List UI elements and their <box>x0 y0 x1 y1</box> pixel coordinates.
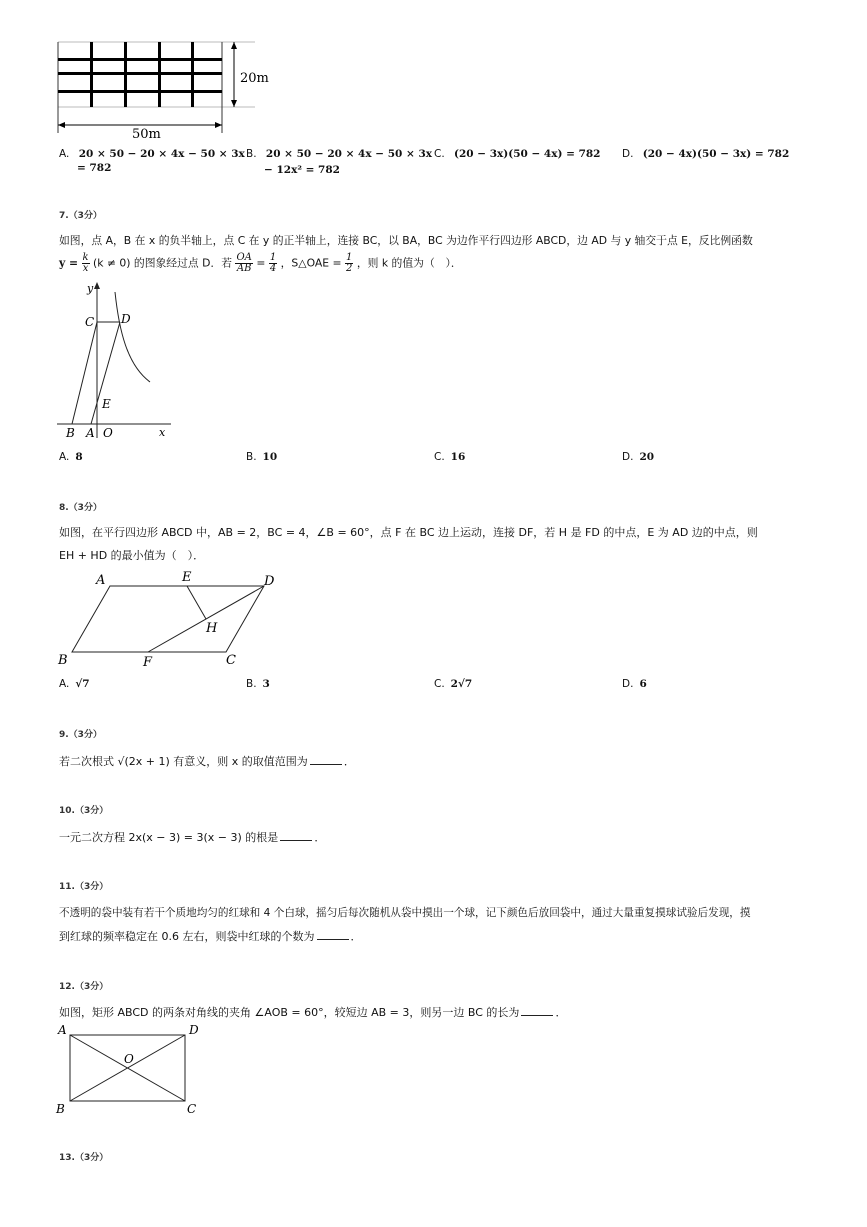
q8-option-a[interactable]: A. √7 <box>59 678 90 690</box>
q7-option-b[interactable]: B. 10 <box>246 451 278 463</box>
q12-label-d: D <box>189 1023 199 1037</box>
q6-option-a-line1: 20 × 50 − 20 × 4x − 50 × 3x <box>78 148 245 160</box>
q6-width-label: 50m <box>132 127 161 142</box>
q8-figure <box>50 568 290 673</box>
q11-text-line2: 到红球的频率稳定在 0.6 左右，则袋中红球的个数为 ． <box>59 930 362 943</box>
q6-option-a-letter: A. <box>59 148 70 160</box>
q12-answer-blank[interactable] <box>521 1005 553 1016</box>
q6-option-d-letter: D. <box>622 148 634 160</box>
q6-option-b-line2: − 12x² = 782 <box>264 164 340 176</box>
q7-option-d[interactable]: D. 20 <box>622 451 655 463</box>
q8-label-a: A <box>96 573 106 588</box>
q7-number: 7.（3分） <box>59 211 102 221</box>
q10-text: 一元二次方程 2x(x − 3) = 3(x − 3) 的根是 ． <box>59 831 326 844</box>
q10-answer-blank[interactable] <box>280 830 312 841</box>
q8-number: 8.（3分） <box>59 503 102 513</box>
q7-label-c: C <box>85 315 95 329</box>
q12-label-a: A <box>58 1023 67 1037</box>
q7-label-o: O <box>103 426 113 440</box>
q12-number: 12.（3分） <box>59 982 109 992</box>
q11-answer-blank[interactable] <box>317 929 349 940</box>
q7-label-d: D <box>121 312 131 326</box>
q9-number: 9.（3分） <box>59 730 102 740</box>
q6-option-d-line1: (20 − 4x)(50 − 3x) = 782 <box>642 148 790 160</box>
q8-text-line1: 如图，在平行四边形 ABCD 中，AB = 2，BC = 4，∠B = 60°，点 F 在 BC 边上运动，连接 DF，若 H 是 FD 的中点，E 为 AD 边的中点，则 <box>59 526 758 539</box>
q7-option-a[interactable]: A. 8 <box>59 451 83 463</box>
q9-text: 若二次根式 √(2x + 1) 有意义，则 x 的取值范围为 ． <box>59 755 355 768</box>
q6-option-b[interactable] <box>246 148 432 160</box>
q7-figure <box>55 280 175 442</box>
q7-label-x: x <box>159 426 166 439</box>
q6-option-c-line1: (20 − 3x)(50 − 4x) = 782 <box>454 148 601 160</box>
q6-option-a-line2: = 782 <box>77 162 112 174</box>
q6-option-b-line1: 20 × 50 − 20 × 4x − 50 × 3x <box>265 148 433 160</box>
q8-label-d: D <box>264 574 275 589</box>
q6-figure <box>50 38 280 143</box>
q7-label-a: A <box>86 426 95 440</box>
q8-option-c[interactable]: C. 2√7 <box>434 678 473 690</box>
q8-option-d[interactable]: D. 6 <box>622 678 647 690</box>
q11-text-line1: 不透明的袋中装有若干个质地均匀的红球和 4 个白球，摇匀后每次随机从袋中摸出一个球，记下颜色后放回袋中，通过大量重复摸球试验后发现，摸 <box>59 907 751 919</box>
q6-option-c-letter: C. <box>434 148 445 160</box>
q13-number: 13.（3分） <box>59 1153 109 1163</box>
q12-text: 如图，矩形 ABCD 的两条对角线的夹角 ∠AOB = 60°，较短边 AB = 3，则另一边 BC 的长为 ． <box>59 1006 567 1019</box>
q12-label-c: C <box>187 1102 197 1116</box>
q12-label-b: B <box>56 1102 65 1116</box>
q6-option-a[interactable] <box>59 148 245 160</box>
q7-label-e: E <box>102 397 111 411</box>
q8-label-b: B <box>58 653 68 668</box>
q8-text-line2: EH + HD 的最小值为（ ）． <box>59 549 205 562</box>
q6-option-b-letter: B. <box>246 148 257 160</box>
q7-label-y: y <box>87 282 94 295</box>
q6-height-label: 20m <box>240 71 269 86</box>
q9-answer-blank[interactable] <box>310 754 342 765</box>
q8-label-f: F <box>143 655 153 670</box>
q7-text-line1: 如图，点 A，B 在 x 的负半轴上，点 C 在 y 的正半轴上，连接 BC，以 BA，BC 为边作平行四边形 ABCD，边 AD 与 y 轴交于点 E，反比例函数 <box>59 234 753 247</box>
q8-label-h: H <box>206 621 218 636</box>
q7-text-line2: y = $\frac{k}{x}$ (k ≠ 0) 的图象经过点 D．若 $\frac{OA}{AB}$ = $\frac{1}{4}$ ，S△OAE = $\frac{1}{2}$ ，则 k 的值为（ ）． <box>59 252 462 274</box>
q8-label-e: E <box>182 570 192 585</box>
q7-option-c[interactable]: C. 16 <box>434 451 466 463</box>
q10-number: 10.（3分） <box>59 806 109 816</box>
q6-option-d[interactable] <box>622 148 789 160</box>
q8-option-b[interactable]: B. 3 <box>246 678 270 690</box>
q11-number: 11.（3分） <box>59 882 109 892</box>
q12-label-o: O <box>124 1052 134 1066</box>
q7-label-b: B <box>66 426 75 440</box>
q6-option-c[interactable] <box>434 148 601 160</box>
q8-label-c: C <box>226 653 236 668</box>
q12-figure <box>52 1020 212 1120</box>
